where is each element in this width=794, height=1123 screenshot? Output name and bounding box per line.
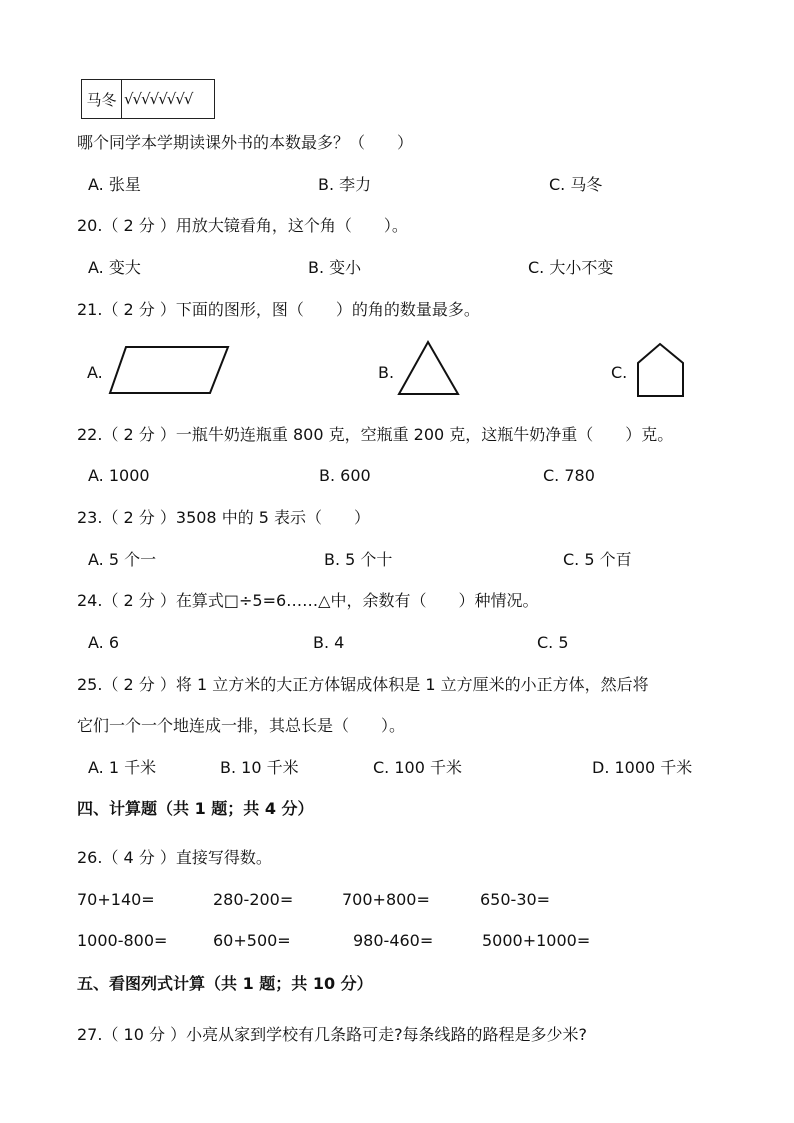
q19-option-a: A. 张星 (88, 175, 141, 194)
calc-item: 1000-800= (77, 931, 168, 950)
q20-stem: 20.（ 2 分 ）用放大镜看角，这个角（ ）。 (77, 216, 408, 235)
pentagon-house-figure (636, 342, 686, 398)
q23-option-c: C. 5 个百 (563, 550, 632, 569)
section5-heading: 五、看图列式计算（共 1 题；共 10 分） (77, 974, 373, 993)
q24-stem: 24.（ 2 分 ）在算式□÷5=6……△中，余数有（ ）种情况。 (77, 591, 539, 610)
q23-option-b: B. 5 个十 (324, 550, 393, 569)
section4-heading: 四、计算题（共 1 题；共 4 分） (77, 799, 314, 818)
q25-stem-line1: 25.（ 2 分 ）将 1 立方米的大正方体锯成体积是 1 立方厘米的小正方体，然后将 (77, 675, 649, 694)
q25-option-d: D. 1000 千米 (592, 758, 693, 777)
q22-stem: 22.（ 2 分 ）一瓶牛奶连瓶重 800 克，空瓶重 200 克，这瓶牛奶净重（ ）克。 (77, 425, 674, 444)
q25-option-b: B. 10 千米 (220, 758, 299, 777)
q23-stem: 23.（ 2 分 ）3508 中的 5 表示（ ） (77, 508, 371, 527)
q25-option-c: C. 100 千米 (373, 758, 462, 777)
q21-option-b: B. (378, 363, 395, 382)
q27-stem: 27.（ 10 分 ）小亮从家到学校有几条路可走?每条线路的路程是多少米? (77, 1025, 588, 1044)
tally-student-name: 马冬 (82, 80, 122, 118)
q19-option-b: B. 李力 (318, 175, 372, 194)
q22-option-b: B. 600 (319, 466, 371, 485)
q19-option-c: C. 马冬 (549, 175, 603, 194)
calc-item: 280-200= (213, 890, 294, 909)
q22-option-c: C. 780 (543, 466, 595, 485)
triangle-figure (397, 340, 461, 396)
q21-option-a: A. (87, 363, 103, 382)
calc-item: 60+500= (213, 931, 291, 950)
q22-option-a: A. 1000 (88, 466, 150, 485)
q23-option-a: A. 5 个一 (88, 550, 157, 569)
tally-table-row (81, 79, 215, 119)
q20-option-a: A. 变大 (88, 258, 141, 277)
parallelogram-figure (108, 345, 230, 395)
tally-marks: √√√√√√√√ (124, 90, 193, 108)
q25-option-a: A. 1 千米 (88, 758, 157, 777)
calc-item: 650-30= (480, 890, 551, 909)
q24-option-c: C. 5 (537, 633, 569, 652)
calc-item: 5000+1000= (482, 931, 591, 950)
q19-stem: 哪个同学本学期读课外书的本数最多？（ ） (77, 133, 414, 152)
q21-stem: 21.（ 2 分 ）下面的图形，图（ ）的角的数量最多。 (77, 300, 480, 319)
q26-stem: 26.（ 4 分 ）直接写得数。 (77, 848, 272, 867)
q24-option-b: B. 4 (313, 633, 345, 652)
q25-stem-line2: 它们一个一个地连成一排，其总长是（ ）。 (77, 716, 406, 735)
q20-option-b: B. 变小 (308, 258, 362, 277)
calc-item: 700+800= (342, 890, 430, 909)
q24-option-a: A. 6 (88, 633, 120, 652)
calc-item: 70+140= (77, 890, 155, 909)
q21-option-c: C. (611, 363, 628, 382)
q20-option-c: C. 大小不变 (528, 258, 614, 277)
calc-item: 980-460= (353, 931, 434, 950)
